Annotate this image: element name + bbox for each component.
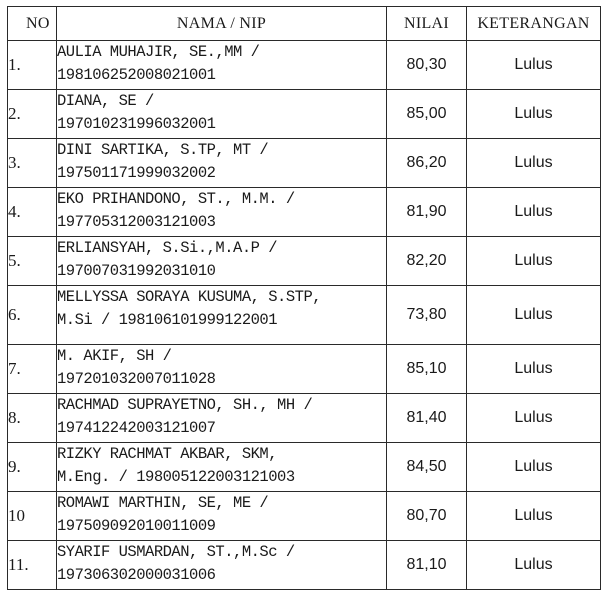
status-cell: Lulus — [467, 492, 601, 541]
table-row — [8, 188, 601, 237]
nip-line: 197705312003121003 — [57, 213, 216, 231]
nip-line: 197010231996032001 — [57, 115, 216, 133]
row-number: 3. — [8, 139, 57, 188]
nip-line: 197501171999032002 — [57, 164, 216, 182]
row-number: 2. — [8, 90, 57, 139]
name-line: DIANA, SE / — [57, 92, 154, 110]
status-cell: Lulus — [467, 90, 601, 139]
nip-line: M.Eng. / 198005122003121003 — [57, 468, 295, 486]
name-line: M. AKIF, SH / — [57, 347, 172, 365]
score-cell: 85,00 — [387, 90, 467, 139]
row-number: 8. — [8, 394, 57, 443]
row-number: 5. — [8, 237, 57, 286]
name-line: MELLYSSA SORAYA KUSUMA, S.STP, — [57, 288, 322, 306]
score-cell: 81,90 — [387, 188, 467, 237]
row-number: 6. — [8, 286, 57, 345]
name-nip-cell — [57, 345, 387, 394]
status-cell: Lulus — [467, 541, 601, 590]
name-nip-cell — [57, 139, 387, 188]
status-cell: Lulus — [467, 394, 601, 443]
header-nilai: NILAI — [387, 7, 467, 41]
score-cell: 85,10 — [387, 345, 467, 394]
score-cell: 81,40 — [387, 394, 467, 443]
nip-line: 197007031992031010 — [57, 262, 216, 280]
row-number: 1. — [8, 41, 57, 90]
table-row — [8, 139, 601, 188]
name-line: RIZKY RACHMAT AKBAR, SKM, — [57, 445, 278, 463]
nip-line: 197201032007011028 — [57, 370, 216, 388]
status-cell: Lulus — [467, 443, 601, 492]
status-cell: Lulus — [467, 139, 601, 188]
name-nip-cell — [57, 541, 387, 590]
score-cell: 82,20 — [387, 237, 467, 286]
status-cell: Lulus — [467, 345, 601, 394]
status-cell: Lulus — [467, 188, 601, 237]
results-document — [7, 6, 600, 590]
score-cell: 80,70 — [387, 492, 467, 541]
name-line: DINI SARTIKA, S.TP, MT / — [57, 141, 269, 159]
score-cell: 80,30 — [387, 41, 467, 90]
table-row — [8, 443, 601, 492]
name-nip-cell — [57, 286, 387, 345]
name-line: AULIA MUHAJIR, SE.,MM / — [57, 43, 260, 61]
score-cell: 84,50 — [387, 443, 467, 492]
table-row — [8, 541, 601, 590]
name-line: RACHMAD SUPRAYETNO, SH., MH / — [57, 396, 313, 414]
header-no: NO — [8, 7, 57, 41]
table-row — [8, 394, 601, 443]
table-row — [8, 492, 601, 541]
nip-line: 197412242003121007 — [57, 419, 216, 437]
table-row — [8, 41, 601, 90]
name-nip-cell — [57, 188, 387, 237]
results-table — [7, 6, 601, 590]
nip-line: 198106252008021001 — [57, 66, 216, 84]
score-cell: 86,20 — [387, 139, 467, 188]
score-cell: 73,80 — [387, 286, 467, 345]
row-number: 9. — [8, 443, 57, 492]
name-nip-cell — [57, 394, 387, 443]
name-line: ERLIANSYAH, S.Si.,M.A.P / — [57, 239, 278, 257]
header-row — [8, 7, 601, 41]
header-keterangan: KETERANGAN — [467, 7, 601, 41]
nip-line: M.Si / 198106101999122001 — [57, 311, 278, 329]
header-nama-nip: NAMA / NIP — [57, 7, 387, 41]
name-nip-cell — [57, 90, 387, 139]
name-line: ROMAWI MARTHIN, SE, ME / — [57, 494, 269, 512]
row-number: 10 — [8, 492, 57, 541]
name-line: EKO PRIHANDONO, ST., M.M. / — [57, 190, 295, 208]
table-body — [8, 41, 601, 590]
nip-line: 197306302000031006 — [57, 566, 216, 584]
table-row — [8, 90, 601, 139]
status-cell: Lulus — [467, 286, 601, 345]
name-nip-cell — [57, 443, 387, 492]
name-nip-cell — [57, 492, 387, 541]
table-header — [8, 7, 601, 41]
row-number: 11. — [8, 541, 57, 590]
table-row — [8, 237, 601, 286]
status-cell: Lulus — [467, 41, 601, 90]
nip-line: 197509092010011009 — [57, 517, 216, 535]
score-cell: 81,10 — [387, 541, 467, 590]
name-line: SYARIF USMARDAN, ST.,M.Sc / — [57, 543, 295, 561]
table-row — [8, 286, 601, 345]
name-nip-cell — [57, 237, 387, 286]
row-number: 7. — [8, 345, 57, 394]
status-cell: Lulus — [467, 237, 601, 286]
row-number: 4. — [8, 188, 57, 237]
table-row — [8, 345, 601, 394]
name-nip-cell — [57, 41, 387, 90]
